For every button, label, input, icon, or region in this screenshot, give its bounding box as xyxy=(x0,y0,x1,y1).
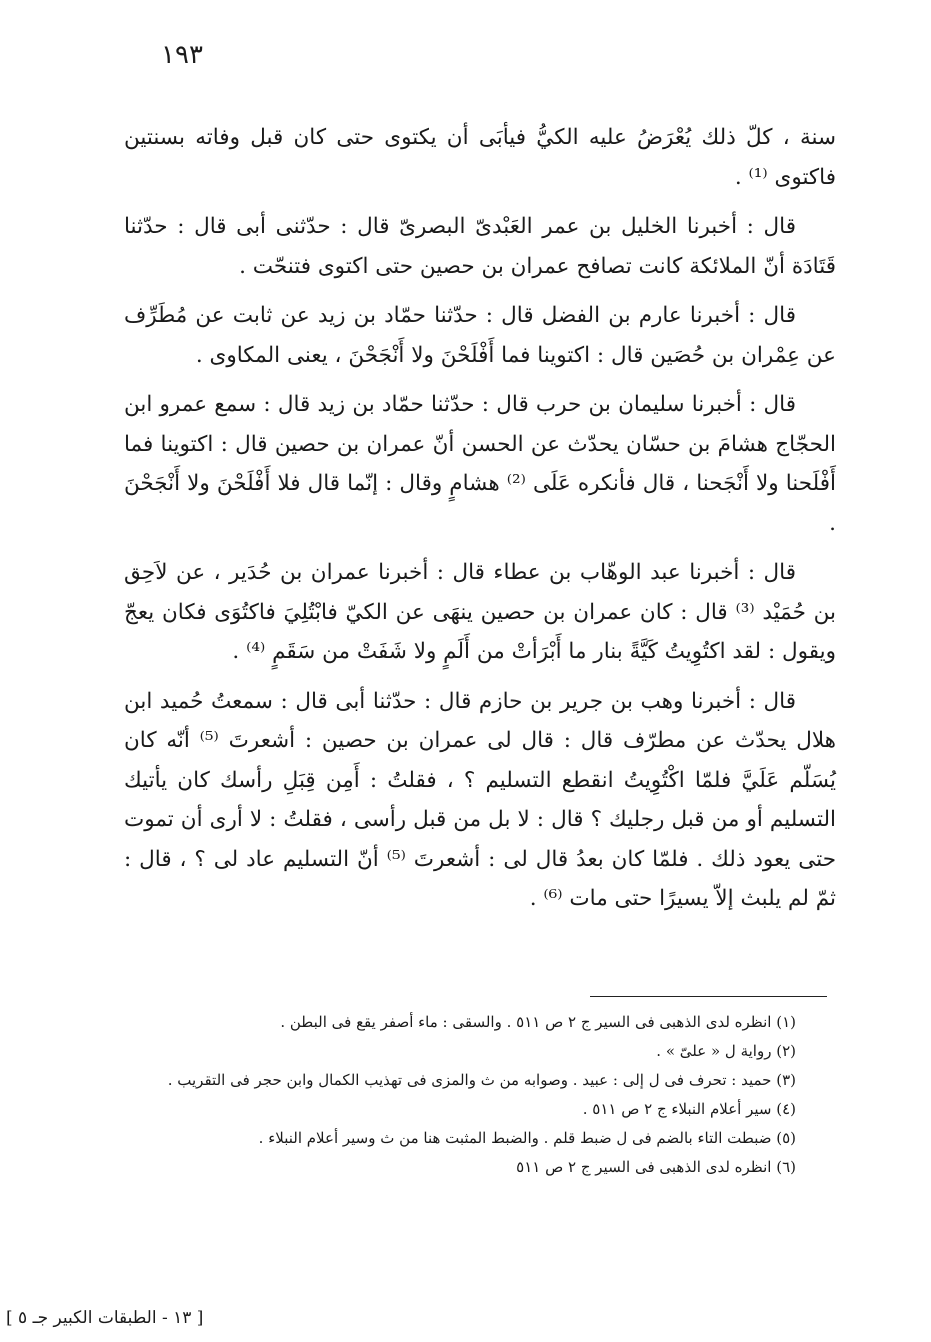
footnote: (٢) رواية ل « علىّ » . xyxy=(656,1042,796,1060)
paragraph: قال : أخبرنا وهب بن جرير بن حازم قال : حدّثنا أبى قال : سمعتُ حُميد ابن هلال يحدّث عن مطرّف قال : قال لى عمران بن حصين : أشعرتَ ⁽⁵⁾ أنّه كان يُسَلّم عَلَيَّ فلمّا اكْتُوِيتُ انقطع التسليم ؟ ، فقلتُ : أَمِن قِبَلِ رأسك كان يأتيك التسليم أو من قبل رجليك ؟ قال : لا بل من قبل رأسى ، فقلتُ : لا أرى أن تموت حتى يعود ذلك . فلمّا كان بعدُ قال لى : أشعرتَ ⁽⁵⁾ أنّ التسليم عاد لى ؟ ، قال : ثمّ لم يلبث إلاّ يسيرًا حتى مات ⁽⁶⁾ . xyxy=(124,688,836,911)
paragraph: سنة ، كلّ ذلك يُعْرَضُ عليه الكيُّ فيأبَى أن يكتوى حتى كان قبل وفاته بسنتين فاكتوى ⁽¹⁾ . xyxy=(124,125,836,190)
paragraph: قال : أخبرنا عبد الوهّاب بن عطاء قال : أخبرنا عمران بن حُدَير ، عن لاَحِق بن حُمَيْد ⁽³⁾ قال : كان عمران بن حصين ينهَى عن الكيّ فابْتُلِيَ فاكتُوَى فكان يعجّ ويقول : لقد اكتُوِيتُ كَيَّةً بنار ما أَبْرَأتْ من أَلَمٍ ولا شَفَتْ من سَقَمٍ ⁽⁴⁾ . xyxy=(124,560,836,664)
footnotes xyxy=(124,1008,836,1182)
footnote: (٥) ضبطت التاء بالضم فى ل ضبط قلم . والضبط المثبت هنا من ث وسير أعلام النبلاء . xyxy=(258,1129,796,1147)
footnote-divider xyxy=(590,996,827,997)
signature-mark: [ ١٣ - الطبقات الكبير جـ ٥ ] xyxy=(6,1308,204,1328)
footnote: (٦) انظره لدى الذهبى فى السير ج ٢ ص ٥١١ xyxy=(516,1158,796,1176)
body-text xyxy=(124,118,836,929)
page-number: ١٩٣ xyxy=(161,40,203,70)
footnote: (١) انظره لدى الذهبى فى السير ج ٢ ص ٥١١ . والسقى : ماء أصفر يقع فى البطن . xyxy=(280,1013,796,1031)
footnote: (٤) سير أعلام النبلاء ج ٢ ص ٥١١ . xyxy=(582,1100,796,1118)
paragraph: قال : أخبرنا سليمان بن حرب قال : حدّثنا حمّاد بن زيد قال : سمع عمرو ابن الحجّاج هشامَ بن حسّان يحدّث عن الحسن أنّ عمران بن حصين قال : اكتوينا فما أَفْلَحنا ولا أَنْجَحنا ، قال فأنكره عَلَى ⁽²⁾ هشامٍ وقال : إنّما قال فلا أَفْلَحْنَ ولا أَنْجَحْنَ . xyxy=(124,392,837,536)
footnote: (٣) حميد : تحرف فى ل إلى : عبيد . وصوابه من ث والمزى فى تهذيب الكمال وابن حجر فى التقريب . xyxy=(167,1071,796,1089)
paragraph: قال : أخبرنا عارم بن الفضل قال : حدّثنا حمّاد بن زيد عن ثابت عن مُطَرِّف عن عِمْران بن حُصَين قال : اكتوينا فما أَفْلَحْنَ ولا أَنْجَحْنَ ، يعنى المكاوى . xyxy=(124,303,836,368)
paragraph: قال : أخبرنا الخليل بن عمر العَبْدىّ البصرىّ قال : حدّثنى أبى قال : حدّثنا قَتَادَة أنّ الملائكة كانت تصافح عمران بن حصين حتى اكتوى فتنحّت . xyxy=(124,214,836,279)
